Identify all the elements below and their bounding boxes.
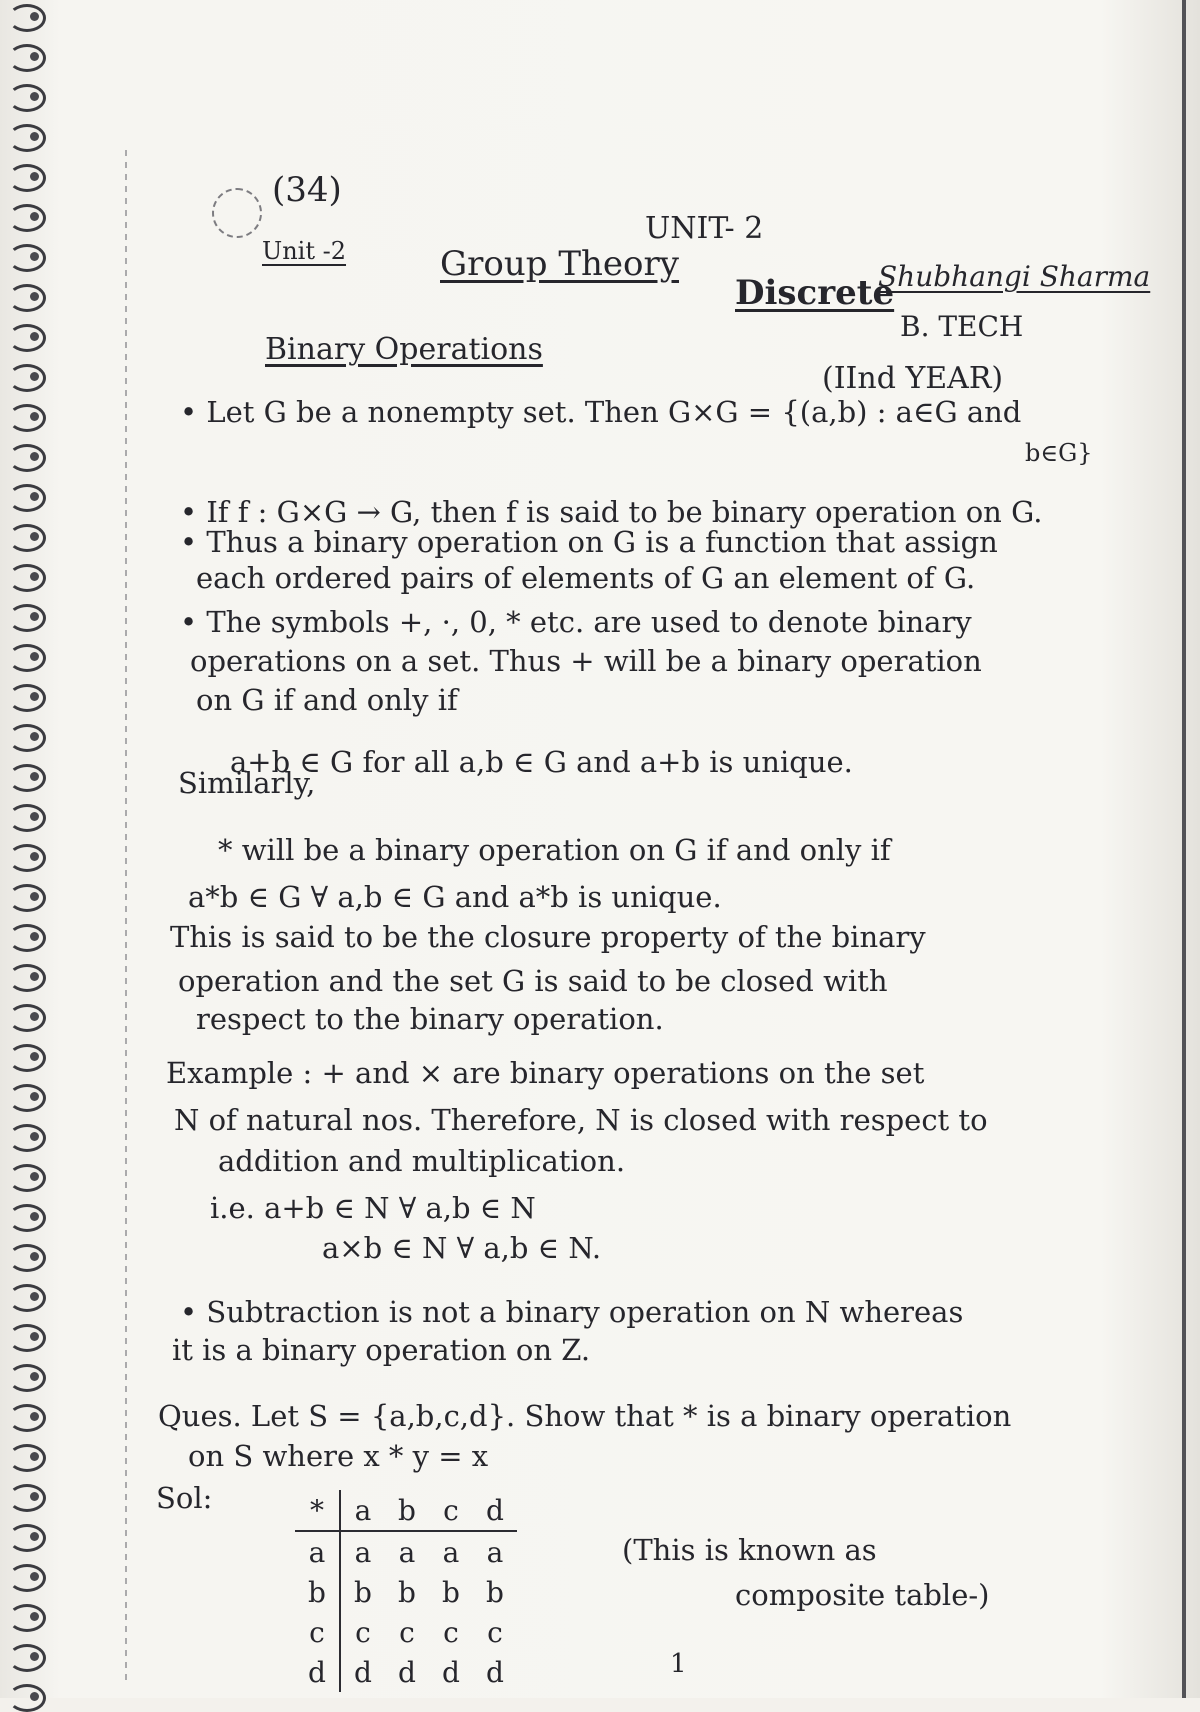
table-cell: d bbox=[486, 1655, 504, 1689]
spiral-ring bbox=[8, 1044, 46, 1072]
table-cell: c bbox=[443, 1615, 459, 1649]
spiral-ring bbox=[8, 644, 46, 672]
binding-hole bbox=[30, 652, 39, 661]
spiral-ring bbox=[8, 1564, 46, 1592]
note-line: respect to the binary operation. bbox=[196, 1002, 664, 1036]
spiral-ring bbox=[8, 1324, 46, 1352]
table-cell: a bbox=[354, 1535, 372, 1569]
note-line: b∈G} bbox=[1025, 439, 1093, 467]
year-label: (IInd YEAR) bbox=[822, 361, 1004, 396]
note-line: • The symbols +, ·, 0, * etc. are used to denote binary bbox=[180, 605, 972, 639]
note-line: Sol: bbox=[156, 1481, 213, 1515]
spiral-ring bbox=[8, 244, 46, 272]
note-line: * will be a binary operation on G if and only if bbox=[218, 833, 891, 867]
table-row bbox=[295, 1652, 517, 1692]
spiral-ring bbox=[8, 524, 46, 552]
binding-hole bbox=[30, 1652, 39, 1661]
spiral-ring bbox=[8, 364, 46, 392]
table-row bbox=[295, 1612, 517, 1652]
binding-hole bbox=[30, 372, 39, 381]
spiral-ring bbox=[8, 44, 46, 72]
table-col-head: d bbox=[473, 1490, 517, 1531]
page-edge bbox=[1182, 0, 1186, 1698]
table-note: composite table-) bbox=[735, 1578, 990, 1612]
binding-hole bbox=[30, 132, 39, 141]
binding-hole bbox=[30, 492, 39, 501]
binding-hole bbox=[30, 252, 39, 261]
note-line: Similarly, bbox=[178, 766, 316, 800]
binding-hole bbox=[30, 1492, 39, 1501]
binding-hole bbox=[30, 1172, 39, 1181]
binding-hole bbox=[30, 332, 39, 341]
table-cell: a bbox=[442, 1535, 460, 1569]
spiral-ring bbox=[8, 1604, 46, 1632]
table-row bbox=[295, 1572, 517, 1612]
table-col-head: a bbox=[340, 1490, 385, 1531]
binding-hole bbox=[30, 1052, 39, 1061]
table-row-head: b bbox=[295, 1572, 340, 1612]
spiral-ring bbox=[8, 764, 46, 792]
binding-hole bbox=[30, 1692, 39, 1701]
note-line: Example : + and × are binary operations on the set bbox=[166, 1056, 925, 1090]
binding-hole bbox=[30, 292, 39, 301]
unit-label: Unit -2 bbox=[262, 237, 347, 265]
spiral-ring bbox=[8, 724, 46, 752]
spiral-ring bbox=[8, 924, 46, 952]
binding-hole bbox=[30, 932, 39, 941]
table-cell: b bbox=[442, 1575, 460, 1609]
note-line: operations on a set. Thus + will be a binary operation bbox=[190, 644, 982, 678]
table-row-head: a bbox=[295, 1531, 340, 1572]
subject-label: Discrete bbox=[735, 273, 895, 313]
spiral-ring bbox=[8, 1484, 46, 1512]
note-line: a+b ∈ G for all a,b ∈ G and a+b is unique. bbox=[230, 745, 853, 779]
binding-hole bbox=[30, 1612, 39, 1621]
spiral-ring bbox=[8, 844, 46, 872]
note-line: a*b ∈ G ∀ a,b ∈ G and a*b is unique. bbox=[188, 880, 722, 914]
binding-hole bbox=[30, 972, 39, 981]
section-title: Binary Operations bbox=[265, 332, 543, 367]
note-line: • Thus a binary operation on G is a function that assign bbox=[180, 525, 998, 559]
note-line: a×b ∈ N ∀ a,b ∈ N. bbox=[322, 1231, 602, 1265]
table-cell: b bbox=[354, 1575, 372, 1609]
table-cell: a bbox=[486, 1535, 504, 1569]
spiral-ring bbox=[8, 884, 46, 912]
note-line: each ordered pairs of elements of G an element of G. bbox=[196, 561, 976, 595]
binding-hole bbox=[30, 52, 39, 61]
note-line: addition and multiplication. bbox=[218, 1144, 626, 1178]
binding-hole bbox=[30, 1132, 39, 1141]
binding-hole bbox=[30, 572, 39, 581]
spiral-ring bbox=[8, 804, 46, 832]
course-label: B. TECH bbox=[900, 310, 1024, 343]
spiral-ring bbox=[8, 444, 46, 472]
spiral-ring bbox=[8, 404, 46, 432]
spiral-binding bbox=[0, 0, 60, 1698]
spiral-ring bbox=[8, 604, 46, 632]
table-row-head: d bbox=[295, 1652, 340, 1692]
spiral-ring bbox=[8, 964, 46, 992]
table-row-head: c bbox=[295, 1612, 340, 1652]
spiral-ring bbox=[8, 1524, 46, 1552]
spiral-ring bbox=[8, 1644, 46, 1672]
binding-hole bbox=[30, 1292, 39, 1301]
binding-hole bbox=[30, 1332, 39, 1341]
table-corner: * bbox=[295, 1490, 340, 1531]
spiral-ring bbox=[8, 1364, 46, 1392]
table-col-head: c bbox=[429, 1490, 473, 1531]
spiral-ring bbox=[8, 1164, 46, 1192]
binding-hole bbox=[30, 1252, 39, 1261]
note-line: • Subtraction is not a binary operation on N whereas bbox=[180, 1295, 964, 1329]
binding-hole bbox=[30, 92, 39, 101]
spiral-ring bbox=[8, 1284, 46, 1312]
table-cell: a bbox=[398, 1535, 416, 1569]
spiral-ring bbox=[8, 484, 46, 512]
table-row bbox=[295, 1531, 517, 1572]
binding-hole bbox=[30, 212, 39, 221]
binding-hole bbox=[30, 1412, 39, 1421]
table-cell: c bbox=[355, 1615, 371, 1649]
table-cell: d bbox=[398, 1655, 416, 1689]
spiral-ring bbox=[8, 1084, 46, 1112]
binding-hole bbox=[30, 172, 39, 181]
table-cell: d bbox=[354, 1655, 372, 1689]
binding-hole bbox=[30, 852, 39, 861]
binding-hole bbox=[30, 1212, 39, 1221]
margin-line bbox=[125, 150, 127, 1680]
note-line: This is said to be the closure property of the binary bbox=[170, 920, 926, 954]
spiral-ring bbox=[8, 1684, 46, 1712]
binding-hole bbox=[30, 452, 39, 461]
binding-hole bbox=[30, 1012, 39, 1021]
note-line: Ques. Let S = {a,b,c,d}. Show that * is a binary operation bbox=[158, 1399, 1012, 1433]
author-name: Shubhangi Sharma bbox=[878, 260, 1151, 293]
binding-hole bbox=[30, 612, 39, 621]
doodle-stamp-icon bbox=[212, 188, 262, 238]
note-line: • If f : G×G → G, then f is said to be binary operation on G. bbox=[180, 495, 1043, 529]
spiral-ring bbox=[8, 1404, 46, 1432]
binding-hole bbox=[30, 692, 39, 701]
table-cell: d bbox=[442, 1655, 460, 1689]
note-line: it is a binary operation on Z. bbox=[172, 1333, 591, 1367]
binding-hole bbox=[30, 892, 39, 901]
spiral-ring bbox=[8, 1004, 46, 1032]
footer-mark: 1 bbox=[670, 1649, 687, 1679]
binding-hole bbox=[30, 412, 39, 421]
note-line: • Let G be a nonempty set. Then G×G = {(a,b) : a∈G and bbox=[180, 395, 1022, 429]
spiral-ring bbox=[8, 1444, 46, 1472]
spiral-ring bbox=[8, 684, 46, 712]
note-line: on G if and only if bbox=[196, 683, 458, 717]
spiral-ring bbox=[8, 124, 46, 152]
spiral-ring bbox=[8, 324, 46, 352]
binding-hole bbox=[30, 732, 39, 741]
binding-hole bbox=[30, 772, 39, 781]
table-cell: b bbox=[486, 1575, 504, 1609]
note-line: on S where x * y = x bbox=[188, 1439, 489, 1473]
binding-hole bbox=[30, 1572, 39, 1581]
unit-heading: UNIT- 2 bbox=[645, 211, 764, 246]
table-cell: c bbox=[399, 1615, 415, 1649]
spiral-ring bbox=[8, 564, 46, 592]
table-header-row bbox=[295, 1490, 517, 1531]
binding-hole bbox=[30, 1452, 39, 1461]
note-line: N of natural nos. Therefore, N is closed with respect to bbox=[174, 1103, 988, 1137]
binding-hole bbox=[30, 1372, 39, 1381]
note-line: i.e. a+b ∈ N ∀ a,b ∈ N bbox=[210, 1191, 536, 1225]
page-title: Group Theory bbox=[440, 244, 679, 284]
binding-hole bbox=[30, 1532, 39, 1541]
spiral-ring bbox=[8, 204, 46, 232]
spiral-ring bbox=[8, 1244, 46, 1272]
spiral-ring bbox=[8, 164, 46, 192]
spiral-ring bbox=[8, 84, 46, 112]
composite-table bbox=[295, 1490, 517, 1692]
spiral-ring bbox=[8, 1204, 46, 1232]
note-line: operation and the set G is said to be closed with bbox=[178, 964, 888, 998]
table-col-head: b bbox=[385, 1490, 429, 1531]
table-note: (This is known as bbox=[622, 1533, 877, 1567]
binding-hole bbox=[30, 12, 39, 21]
table-cell: c bbox=[487, 1615, 503, 1649]
spiral-ring bbox=[8, 1124, 46, 1152]
binding-hole bbox=[30, 812, 39, 821]
binding-hole bbox=[30, 532, 39, 541]
binding-hole bbox=[30, 1092, 39, 1101]
page-number: (34) bbox=[272, 170, 342, 210]
spiral-ring bbox=[8, 4, 46, 32]
spiral-ring bbox=[8, 284, 46, 312]
table-cell: b bbox=[398, 1575, 416, 1609]
